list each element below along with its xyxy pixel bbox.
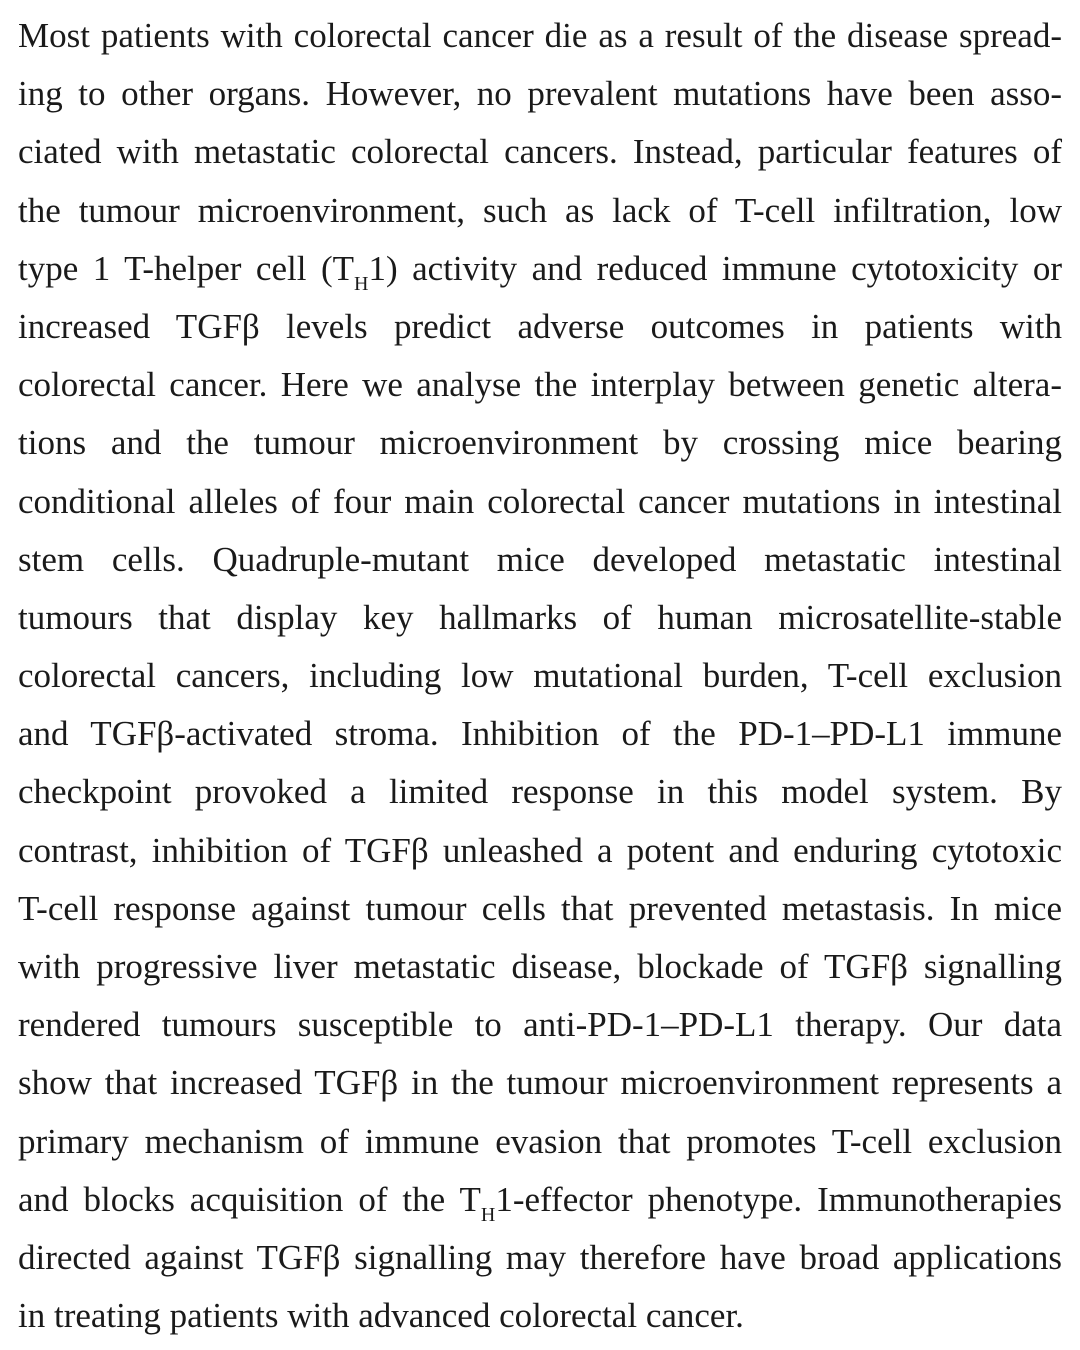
subscript: H — [480, 1203, 496, 1226]
text-line: checkpoint provoked a limited response in this model system. By — [18, 772, 1062, 812]
text-line: directed against TGFβ signalling may therefore have broad applications — [18, 1237, 1062, 1277]
text-line: tions and the tumour microenvironment by crossing mice bearing — [18, 423, 1062, 463]
text-segment: 1-effector phenotype. Immunotherapies — [495, 1179, 1062, 1219]
text-line: show that increased TGFβ in the tumour microenvironment represents a — [18, 1063, 1062, 1103]
text-line: conditional alleles of four main colorectal cancer mutations in intestinal — [18, 481, 1062, 521]
text-line: ing to other organs. However, no prevalent mutations have been asso- — [18, 74, 1062, 114]
text-line: in treating patients with advanced colorectal cancer. — [18, 1296, 744, 1336]
text-segment: type 1 T-helper cell (T — [18, 248, 354, 288]
text-line: with progressive liver metastatic disease, blockade of TGFβ signalling — [18, 947, 1062, 986]
text-line: increased TGFβ levels predict adverse outcomes in patients with — [18, 306, 1062, 346]
text-line: stem cells. Quadruple-mutant mice developed metastatic intestinal — [18, 539, 1062, 579]
text-line: colorectal cancers, including low mutational burden, T-cell exclusion — [18, 656, 1062, 696]
text-segment: and blocks acquisition of the T — [18, 1179, 481, 1219]
text-line: colorectal cancer. Here we analyse the interplay between genetic altera- — [18, 365, 1062, 405]
text-line: ciated with metastatic colorectal cancers. Instead, particular features of — [18, 132, 1062, 172]
text-line: tumours that display key hallmarks of human microsatellite-stable — [18, 597, 1062, 637]
text-line — [18, 1175, 1062, 1233]
text-line: primary mechanism of immune evasion that promotes T-cell exclusion — [18, 1121, 1062, 1161]
text-line — [18, 244, 1062, 302]
abstract-text — [18, 11, 1062, 1349]
subscript: H — [354, 272, 369, 295]
text-line: contrast, inhibition of TGFβ unleashed a potent and enduring cytotoxic — [18, 830, 1062, 870]
text-line: T-cell response against tumour cells that prevented metastasis. In mice — [18, 888, 1062, 928]
text-line: Most patients with colorectal cancer die as a result of the disease spread- — [18, 16, 1062, 55]
text-line: and TGFβ-activated stroma. Inhibition of the PD-1–PD-L1 immune — [18, 714, 1062, 754]
text-segment: 1) activity and reduced immune cytotoxicity or — [368, 248, 1062, 288]
text-line: rendered tumours susceptible to anti-PD-1–PD-L1 therapy. Our data — [18, 1005, 1062, 1045]
text-line: the tumour microenvironment, such as lack of T-cell infiltration, low — [18, 190, 1062, 230]
